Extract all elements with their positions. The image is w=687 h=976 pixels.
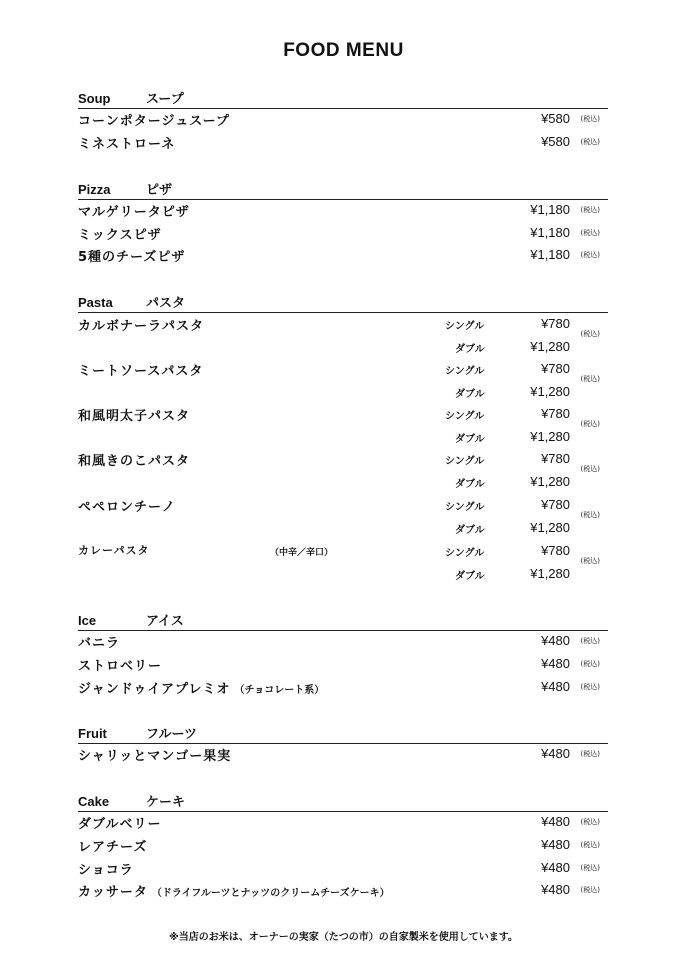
- item-note: （中辛／辛口）: [270, 548, 334, 558]
- item-name: カルボナーラパスタ: [78, 319, 205, 334]
- single-price: ¥780: [541, 451, 570, 466]
- single-label: シングル: [445, 366, 485, 377]
- single-label: シングル: [445, 321, 485, 332]
- item-price: ¥580: [541, 134, 570, 149]
- section-title-en: Cake: [78, 794, 110, 809]
- tax-label: (税込): [580, 465, 600, 473]
- section-title-en: Ice: [78, 613, 97, 628]
- menu-item: [78, 246, 608, 266]
- item-name: マルゲリータピザ: [78, 205, 190, 220]
- tax-label: (税込): [580, 637, 600, 645]
- double-label: ダブル: [455, 525, 485, 536]
- item-price: ¥480: [541, 814, 570, 829]
- tax-label: (税込): [580, 557, 600, 565]
- menu-item: [78, 360, 608, 406]
- item-name: ペペロンチーノ: [78, 500, 176, 515]
- item-name: ショコラ: [78, 863, 134, 878]
- single-price: ¥780: [541, 316, 570, 331]
- item-name: [78, 881, 390, 900]
- section-title-en: Pizza: [78, 182, 111, 197]
- item-price: ¥1,180: [530, 247, 570, 262]
- single-price: ¥780: [541, 543, 570, 558]
- item-name: 和風明太子パスタ: [78, 409, 191, 424]
- item-name: [78, 678, 324, 697]
- menu-item: [78, 881, 608, 901]
- tax-label: (税込): [580, 818, 600, 826]
- item-price: ¥480: [541, 679, 570, 694]
- item-name: 5種のチーズピザ: [78, 250, 186, 265]
- item-name: ミックスピザ: [78, 228, 162, 243]
- item-name: カレーパスタ: [78, 544, 150, 557]
- menu-item: [78, 133, 608, 153]
- section-title-jp: アイス: [146, 614, 184, 629]
- menu-item: [78, 496, 608, 542]
- tax-label: (税込): [580, 683, 600, 691]
- item-name: 和風きのこパスタ: [78, 454, 191, 469]
- single-price: ¥780: [541, 361, 570, 376]
- section-title-jp: フルーツ: [146, 727, 197, 742]
- tax-label: (税込): [580, 138, 600, 146]
- double-label: ダブル: [455, 344, 485, 355]
- double-label: ダブル: [455, 389, 485, 400]
- double-price: ¥1,280: [530, 474, 570, 489]
- single-price: ¥780: [541, 406, 570, 421]
- item-price: ¥580: [541, 111, 570, 126]
- menu-item: [78, 450, 608, 496]
- item-name: ミートソースパスタ: [78, 364, 204, 379]
- item-note: （ドライフルーツとナッツのクリームチーズケーキ）: [151, 888, 390, 899]
- double-price: ¥1,280: [530, 384, 570, 399]
- tax-label: (税込): [580, 841, 600, 849]
- single-label: シングル: [445, 502, 485, 513]
- item-name: シャリッとマンゴー果実: [78, 749, 232, 764]
- item-price: ¥480: [541, 860, 570, 875]
- single-label: シングル: [445, 456, 485, 467]
- menu-item: [78, 110, 608, 130]
- section-title-jp: ピザ: [146, 183, 173, 198]
- item-name: コーンポタージュスープ: [78, 114, 230, 129]
- section-title-jp: スープ: [146, 92, 184, 107]
- section-header-soup: [78, 88, 608, 109]
- page-title: FOOD MENU: [283, 40, 404, 61]
- section-header-cake: [78, 791, 608, 812]
- item-price: ¥1,180: [530, 202, 570, 217]
- tax-label: (税込): [580, 229, 600, 237]
- menu-item: [78, 224, 608, 244]
- tax-label: (税込): [580, 420, 600, 428]
- menu-item: [78, 655, 608, 675]
- section-title-jp: ケーキ: [146, 795, 186, 810]
- item-name: ダブルベリー: [78, 817, 162, 832]
- tax-label: (税込): [580, 251, 600, 259]
- item-name: レアチーズ: [78, 840, 148, 855]
- menu-item: [78, 201, 608, 221]
- menu-item: [78, 315, 608, 361]
- single-price: ¥780: [541, 497, 570, 512]
- double-price: ¥1,280: [530, 429, 570, 444]
- item-name: バニラ: [78, 636, 121, 651]
- tax-label: (税込): [580, 330, 600, 338]
- section-title-en: Pasta: [78, 295, 113, 310]
- tax-label: (税込): [580, 206, 600, 214]
- double-label: ダブル: [455, 571, 485, 582]
- section-title-en: Fruit: [78, 726, 107, 741]
- item-price: ¥480: [541, 746, 570, 761]
- item-price: ¥480: [541, 656, 570, 671]
- single-label: シングル: [445, 548, 485, 559]
- item-name: ストロベリー: [78, 659, 163, 674]
- item-name: ミネストローネ: [78, 137, 176, 152]
- section-header-fruit: [78, 723, 608, 744]
- tax-label: (税込): [580, 886, 600, 894]
- item-price: ¥1,180: [530, 225, 570, 240]
- menu-item: [78, 542, 608, 588]
- menu-item: [78, 632, 608, 652]
- double-price: ¥1,280: [530, 339, 570, 354]
- tax-label: (税込): [580, 750, 600, 758]
- item-price: ¥480: [541, 633, 570, 648]
- item-note: （チョコレート系）: [234, 685, 325, 696]
- tax-label: (税込): [580, 864, 600, 872]
- single-label: シングル: [445, 411, 485, 422]
- item-name-text: ジャンドゥイアプレミオ: [78, 682, 231, 697]
- menu-item: [78, 813, 608, 833]
- double-label: ダブル: [455, 479, 485, 490]
- menu-item: [78, 745, 608, 765]
- double-price: ¥1,280: [530, 566, 570, 581]
- menu-item: [78, 859, 608, 879]
- section-title-jp: パスタ: [146, 296, 186, 311]
- item-name-text: カッサータ: [78, 885, 148, 900]
- double-price: ¥1,280: [530, 520, 570, 535]
- footnote: ※当店のお米は、オーナーの実家（たつの市）の自家製米を使用しています。: [169, 932, 518, 943]
- menu-item: [78, 836, 608, 856]
- section-title-en: Soup: [78, 91, 111, 106]
- double-label: ダブル: [455, 434, 485, 445]
- tax-label: (税込): [580, 375, 600, 383]
- menu-item: [78, 405, 608, 451]
- tax-label: (税込): [580, 115, 600, 123]
- item-price: ¥480: [541, 837, 570, 852]
- section-header-ice: [78, 610, 608, 631]
- section-header-pizza: [78, 179, 608, 200]
- tax-label: (税込): [580, 660, 600, 668]
- tax-label: (税込): [580, 511, 600, 519]
- section-header-pasta: [78, 292, 608, 313]
- item-price: ¥480: [541, 882, 570, 897]
- menu-item: [78, 678, 608, 698]
